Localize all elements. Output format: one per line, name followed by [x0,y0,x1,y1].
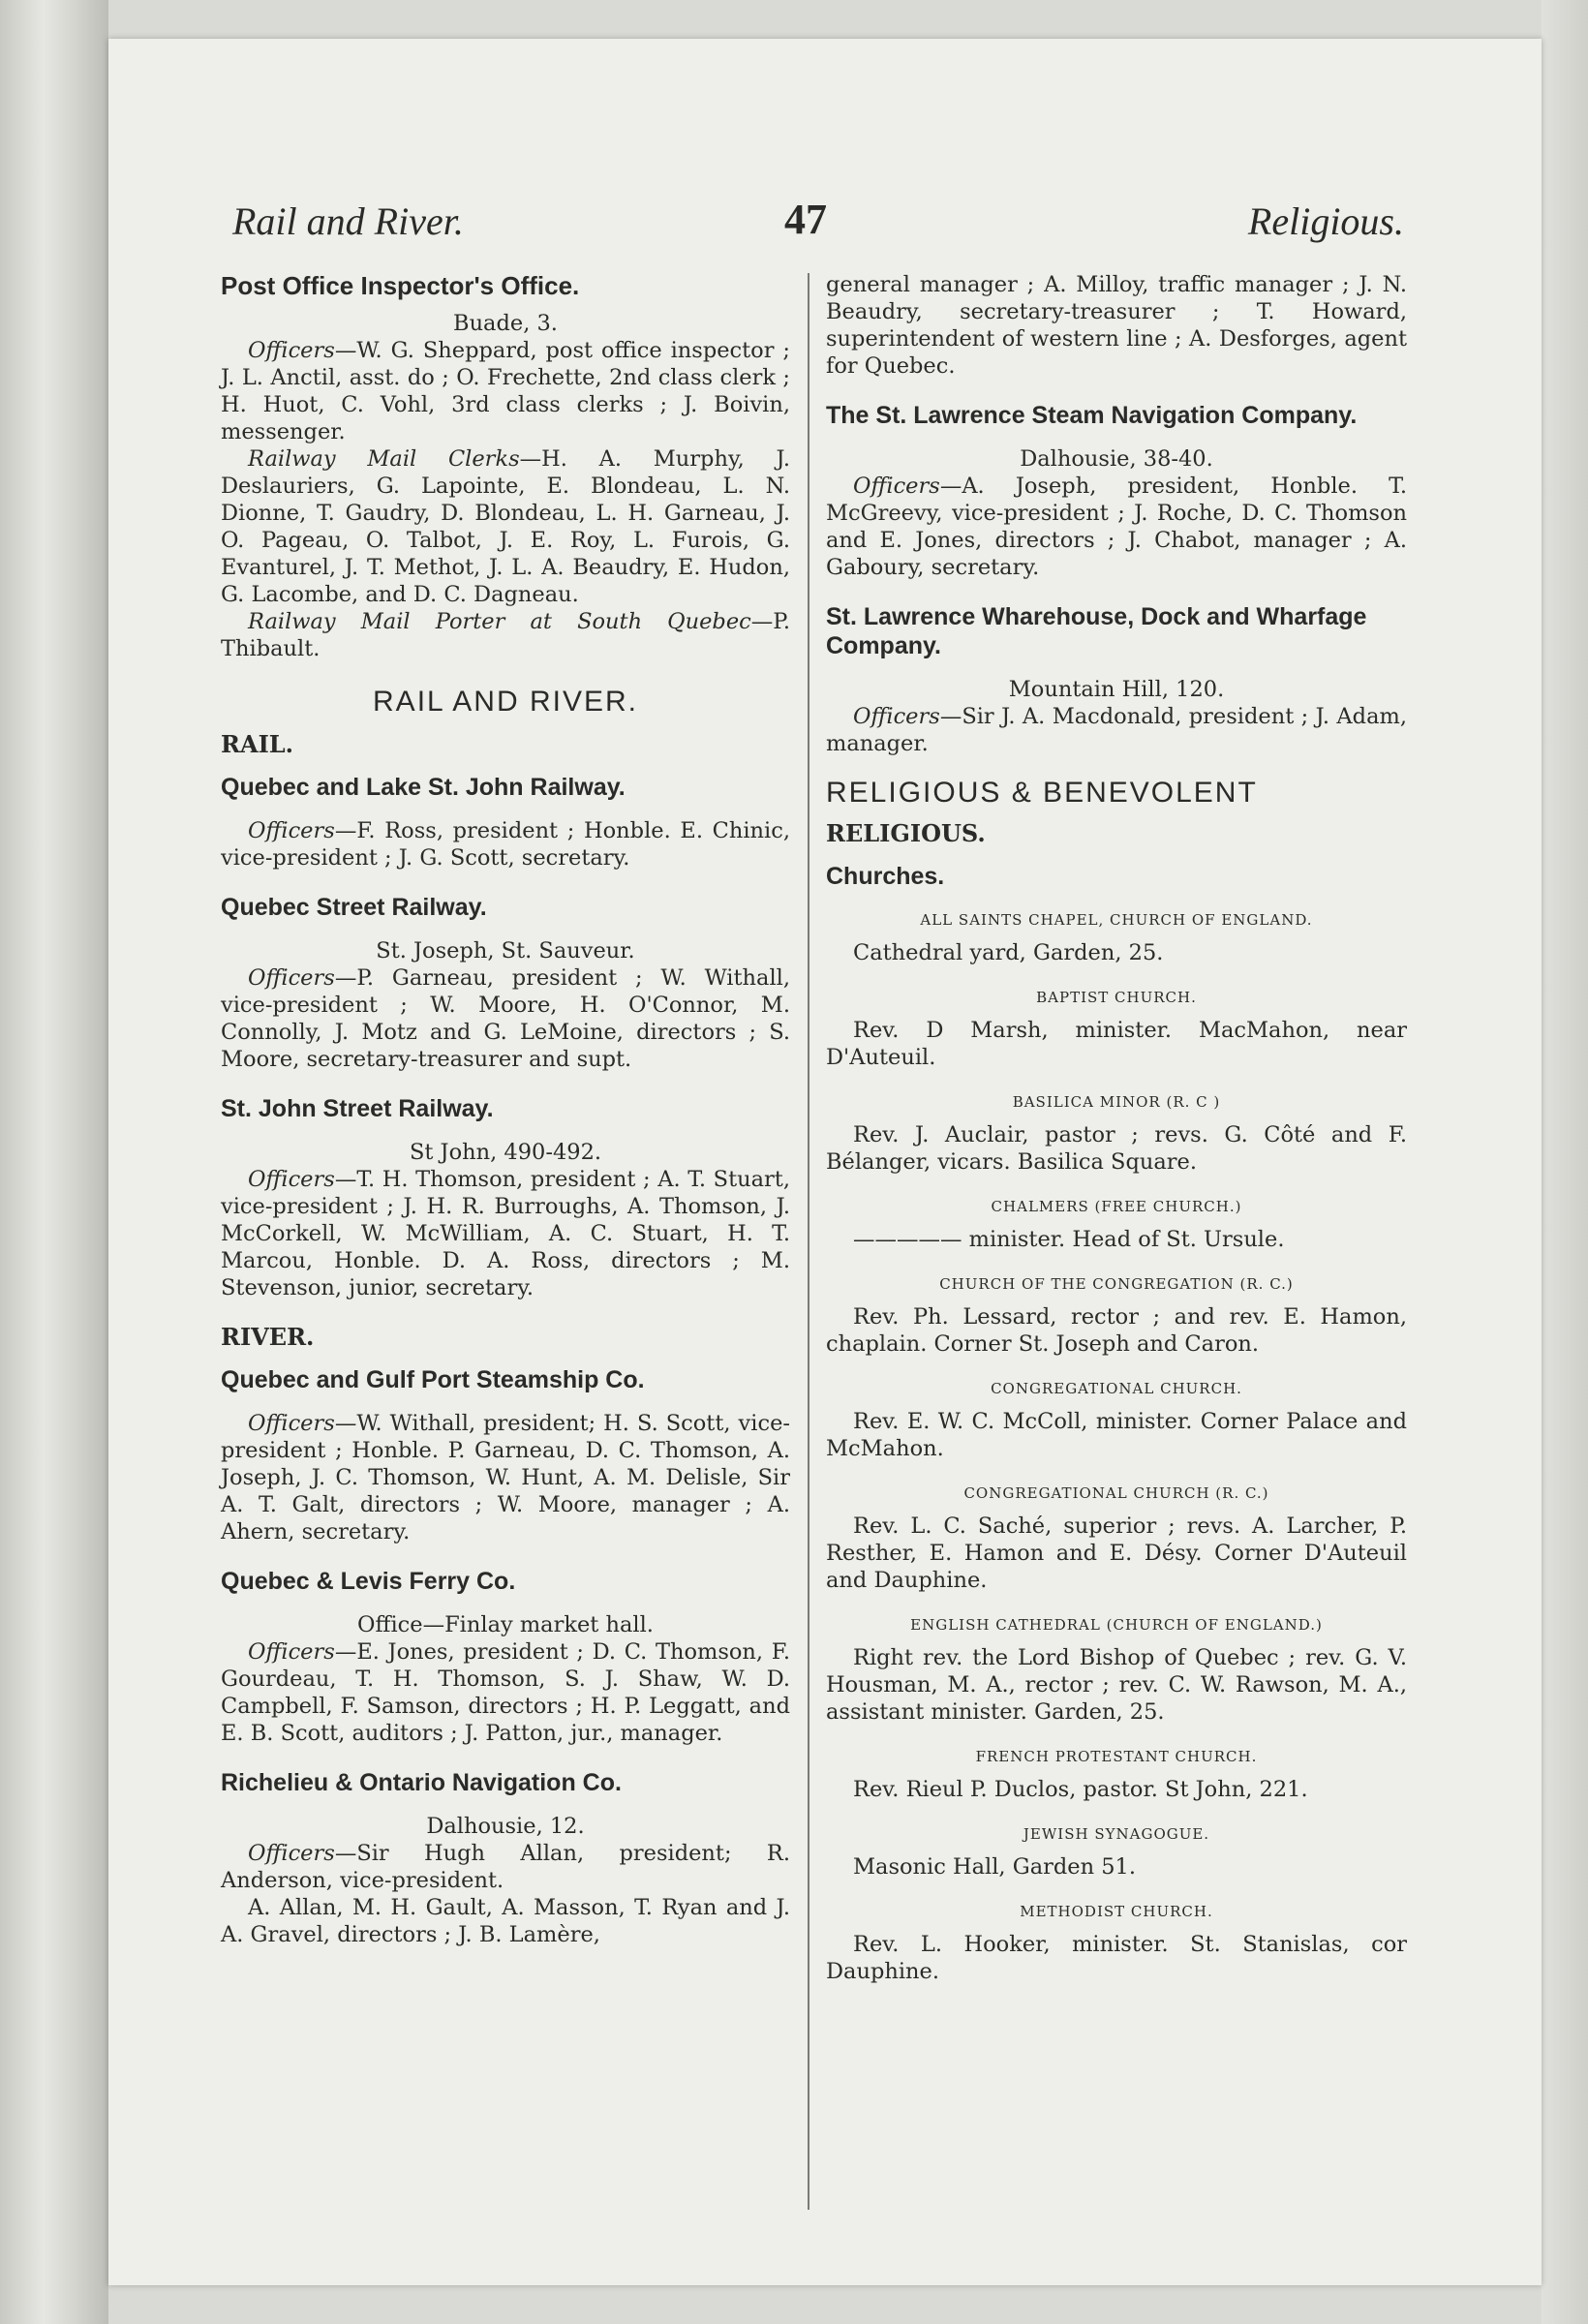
street-railway-title: Quebec Street Railway. [221,894,487,921]
richelieu-continued: general manager ; A. Milloy, traffic manager ; J. N. Beaudry, secretary-treasurer ; T. Howard, superintendent of western line ; A. Desforges, agent for Quebec. [826,272,1407,379]
church-details: Masonic Hall, Garden 51. [853,1854,1137,1880]
church-details: Cathedral yard, Garden, 25. [853,940,1164,965]
street-railway-address: St. Joseph, St. Sauveur. [376,938,635,963]
section-title-religious-benevolent: RELIGIOUS & BENEVOLENT [826,777,1258,809]
church-details: Rev. L. C. Saché, superior ; revs. A. Larcher, P. Resther, E. Hamon and E. Désy. Corner D'Auteuil and Dauphine. [826,1514,1407,1593]
levis-ferry-officers: Officers—E. Jones, president ; D. C. Thomson, F. Gourdeau, T. H. Thomson, S. J. Shaw, W. D. Campbell, F. Samson, directors ; H. P. Leggatt, and E. B. Scott, auditors ; J. Patton, jur., manager. [221,1639,790,1746]
religious-heading: RELIGIOUS. [826,819,986,847]
church-details: Rev. L. Hooker, minister. St. Stanislas, cor Dauphine. [826,1932,1407,1984]
gulf-port-title: Quebec and Gulf Port Steamship Co. [221,1366,645,1393]
church-entry [826,1193,1407,1253]
running-head-right: Religious. [1247,199,1404,243]
wharehouse-title: St. Lawrence Wharehouse, Dock and Wharfage Company. [826,603,1367,659]
church-name: ENGLISH CATHEDRAL (CHURCH OF ENGLAND.) [910,1616,1323,1634]
railway-mail-clerks: Railway Mail Clerks—H. A. Murphy, J. Deslauriers, G. Lapointe, E. Blondeau, L. N. Dionne, T. Gaudry, D. Blondeau, L. H. Garneau, J. O. Pageau, O. Talbot, J. E. Roy, L. Furois, G. Evanturel, J. T. Methot, J. L. A. Beaudry, E. Hudon, G. Lacombe, and D. C. Dagneau. [221,446,790,607]
running-head-left: Rail and River. [232,199,464,243]
post-office-address: Buade, 3. [453,311,558,336]
lake-st-john-title: Quebec and Lake St. John Railway. [221,774,626,801]
church-name: JEWISH SYNAGOGUE. [1023,1825,1210,1843]
church-details: Right rev. the Lord Bishop of Quebec ; rev. G. V. Housman, M. A., rector ; rev. C. W. Rawson, M. A., assistant minister. Garden, 25. [826,1645,1407,1725]
church-entry [826,1375,1407,1462]
wharehouse-address: Mountain Hill, 120. [1008,677,1225,702]
church-details: Rev. E. W. C. McColl, minister. Corner Palace and McMahon. [826,1409,1407,1461]
running-head [232,196,1414,257]
page-edge [1542,0,1588,2324]
page-number: 47 [784,196,827,243]
post-office-title: Post Office Inspector's Office. [221,271,580,300]
book-binding [0,0,108,2324]
church-name: METHODIST CHURCH. [1020,1903,1213,1920]
st-john-street-title: St. John Street Railway. [221,1095,494,1122]
church-name: CONGREGATIONAL CHURCH. [991,1380,1242,1397]
richelieu-address: Dalhousie, 12. [426,1814,585,1839]
st-lawrence-steam-address: Dalhousie, 38-40. [1020,446,1213,472]
section-title-rail-and-river: RAIL AND RIVER. [373,686,638,718]
gulf-port-officers: Officers—W. Withall, president; H. S. Scott, vice-president ; Honble. P. Garneau, D. C. Thomson, A. Joseph, J. C. Thomson, W. Hunt, A. M. Delisle, Sir A. T. Galt, directors ; W. Moore, manager ; A. Ahern, secretary. [221,1411,790,1544]
left-column [221,271,790,1966]
railway-mail-porter: Railway Mail Porter at South Quebec—P. Thibault. [221,609,790,661]
church-details: Rev. Rieul P. Duclos, pastor. St John, 221. [853,1777,1308,1802]
church-details: Rev. D Marsh, minister. MacMahon, near D'Auteuil. [826,1018,1407,1070]
lake-st-john-officers: Officers—F. Ross, president ; Honble. E. Chinic, vice-president ; J. G. Scott, secretary. [221,818,790,871]
post-office-officers: Officers—W. G. Sheppard, post office inspector ; J. L. Anctil, asst. do ; O. Frechette, 2nd class clerk ; H. Huot, C. Vohl, 3rd class clerks ; J. Boivin, messenger. [221,338,790,444]
church-details: Rev. Ph. Lessard, rector ; and rev. E. Hamon, chaplain. Corner St. Joseph and Caron. [826,1304,1407,1357]
st-lawrence-steam-title: The St. Lawrence Steam Navigation Company. [826,402,1358,429]
church-name: CHURCH OF THE CONGREGATION (R. C.) [939,1275,1294,1293]
church-entry [826,1820,1407,1881]
church-details: Rev. J. Auclair, pastor ; revs. G. Côté and F. Bélanger, vicars. Basilica Square. [826,1122,1407,1175]
church-name: FRENCH PROTESTANT CHURCH. [975,1748,1258,1765]
church-name: BAPTIST CHURCH. [1036,989,1197,1006]
st-lawrence-steam-officers: Officers—A. Joseph, president, Honble. T. McGreevy, vice-president ; J. Roche, D. C. Thomson and E. Jones, directors ; J. Chabot, manager ; A. Gaboury, secretary. [826,474,1407,580]
church-entry [826,906,1407,966]
church-entry [826,1611,1407,1726]
levis-ferry-title: Quebec & Levis Ferry Co. [221,1568,516,1595]
st-john-street-address: St John, 490-492. [409,1140,602,1165]
st-john-street-officers: Officers—T. H. Thomson, president ; A. T. Stuart, vice-president ; J. H. R. Burroughs, A. Thomson, J. McCorkell, W. McWilliam, A. C. Stuart, H. T. Marcou, Honble. D. A. Ross, directors ; M. Stevenson, junior, secretary. [221,1167,790,1300]
church-name: BASILICA MINOR (R. C ) [1012,1093,1221,1111]
church-entry [826,1480,1407,1594]
church-name: CHALMERS (FREE CHURCH.) [991,1198,1242,1215]
church-entry [826,1743,1407,1803]
church-entry [826,1088,1407,1176]
column-divider [808,273,809,2210]
richelieu-officers: Officers—Sir Hugh Allan, president; R. Anderson, vice-president. [221,1841,790,1893]
richelieu-directors: A. Allan, M. H. Gault, A. Masson, T. Ryan and J. A. Gravel, directors ; J. B. Lamère, [221,1895,790,1947]
church-name: CONGREGATIONAL CHURCH (R. C.) [963,1484,1269,1502]
church-entry [826,1270,1407,1358]
wharehouse-officers: Officers—Sir J. A. Macdonald, president ; J. Adam, manager. [826,704,1407,756]
street-railway-officers: Officers—P. Garneau, president ; W. Withall, vice-president ; W. Moore, H. O'Connor, M. Connolly, J. Motz and G. LeMoine, directors ; S. Moore, secretary-treasurer and supt. [221,965,790,1072]
river-heading: RIVER. [221,1323,315,1351]
church-entry [826,1898,1407,1985]
right-column [826,271,1407,2003]
church-entry [826,984,1407,1071]
richelieu-title: Richelieu & Ontario Navigation Co. [221,1769,622,1796]
rail-heading: RAIL. [221,730,294,758]
church-name: ALL SAINTS CHAPEL, CHURCH OF ENGLAND. [920,911,1313,929]
churches-heading: Churches. [826,863,945,890]
church-list [826,906,1407,1985]
church-details: ————— minister. Head of St. Ursule. [853,1227,1285,1252]
levis-ferry-address: Office—Finlay market hall. [357,1612,654,1637]
